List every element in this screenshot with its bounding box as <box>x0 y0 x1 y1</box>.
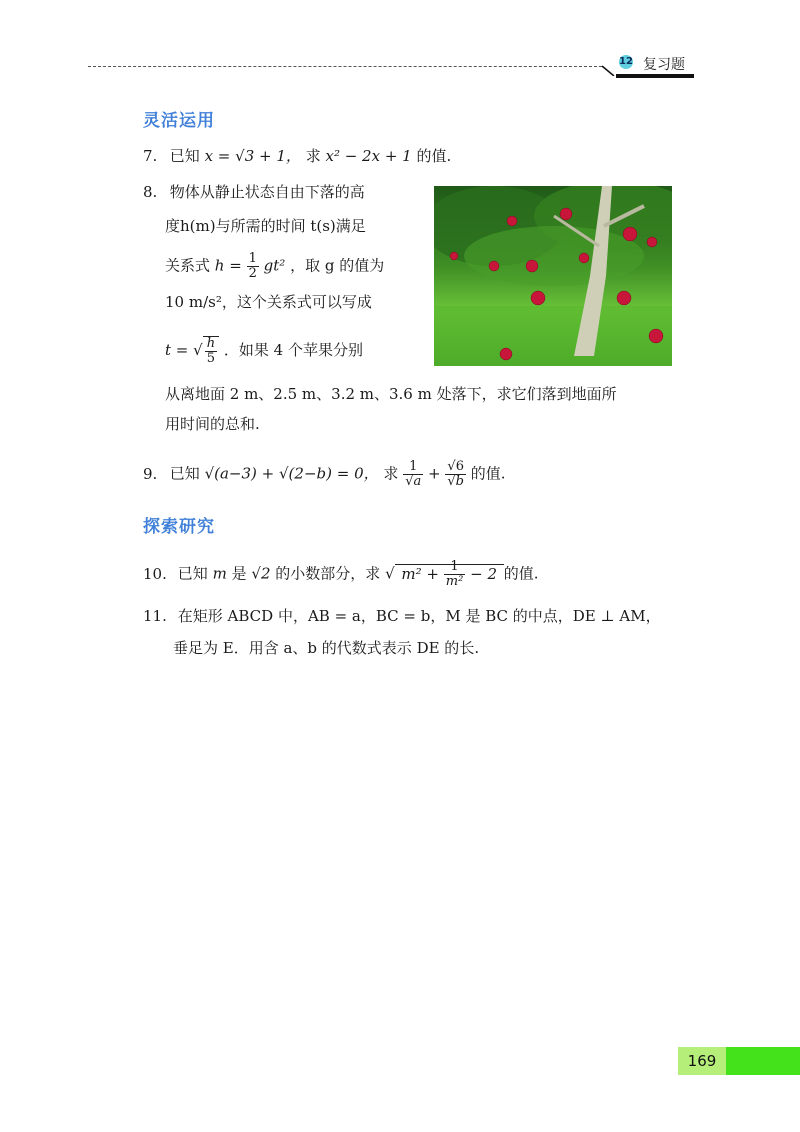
problem-11-line-1 <box>143 606 661 626</box>
problem-number: 10. <box>143 564 167 583</box>
page-number: 169 <box>678 1047 726 1075</box>
sqrt-symbol: √ <box>193 341 203 359</box>
fraction-h-over-5: $\frac{h}{5}$ <box>203 336 219 366</box>
sqrt-symbol: √ <box>385 564 395 583</box>
problem-number: 9. <box>143 464 158 483</box>
problem-7 <box>143 146 451 166</box>
problem-8-line-1 <box>143 182 365 202</box>
fraction-1-over-m2: $\frac{1}{\text{m²}}$ <box>445 559 464 589</box>
problem-8-line-6: 从离地面 2 m、2.5 m、3.2 m、3.6 m 处落下，求它们落到地面所 <box>165 385 617 403</box>
math-expression: x² − 2x + 1 <box>325 147 412 165</box>
problem-text: 的小数部分，求 <box>275 564 381 583</box>
problem-text: 已知 <box>169 147 200 165</box>
problem-text: ，取 g 的值为 <box>290 256 385 275</box>
math-gt2: gt² <box>263 256 286 275</box>
math-t: t = <box>165 341 189 359</box>
problem-text: ．如果 4 个苹果分别 <box>223 341 363 359</box>
problem-number: 11. <box>143 607 167 625</box>
chapter-number-badge: 12 <box>619 56 633 67</box>
problem-text: 已知 <box>169 464 200 483</box>
fraction-sqrt6-over-sqrt-b: $\frac{√6}{√b}$ <box>447 459 464 489</box>
header-bar <box>616 74 694 78</box>
fraction-half: $\frac{1}{2}$ <box>248 251 257 281</box>
problem-text: 的值. <box>470 464 506 483</box>
math-h: h = <box>214 256 242 275</box>
problem-8-line-3 <box>165 252 384 281</box>
problem-number: 8. <box>143 183 158 201</box>
problem-8-line-4: 10 m/s²，这个关系式可以写成 <box>165 293 372 311</box>
apple-tree-image <box>434 186 672 366</box>
apple-tree-photo <box>434 186 672 366</box>
problem-text: 的值. <box>503 564 539 583</box>
header-rule <box>88 66 602 67</box>
math-expression: √(a−3) + √(2−b) = 0， <box>204 464 379 483</box>
problem-text: 关系式 <box>165 256 211 275</box>
problem-text: 是 <box>231 564 247 583</box>
problem-8-line-2: 度h(m)与所需的时间 t(s)满足 <box>165 217 366 235</box>
problem-9 <box>143 460 506 489</box>
problem-number: 7. <box>143 147 158 165</box>
problem-text: 在矩形 ABCD 中，AB = a，BC = b，M 是 BC 的中点，DE ⊥ AM， <box>177 607 661 625</box>
problem-text: 已知 <box>177 564 208 583</box>
problem-text: 物体从静止状态自由下落的高 <box>169 183 365 201</box>
problem-text: 求 <box>383 464 399 483</box>
problem-8-line-7: 用时间的总和. <box>165 415 260 433</box>
problem-text: 的值. <box>416 147 452 165</box>
problem-text: 求 <box>305 147 321 165</box>
math-condition: x = √3 + 1， <box>204 147 301 165</box>
math-m: m <box>212 564 227 583</box>
math-sqrt2: √2 <box>251 564 271 583</box>
section-title-explore: 探索研究 <box>143 517 215 537</box>
page-number-tab <box>726 1047 800 1075</box>
section-title-apply: 灵活运用 <box>143 111 215 131</box>
sqrt-radicand: m² + $\frac{1}{\text{m²}}$ − 2 <box>395 564 504 583</box>
problem-10 <box>143 560 539 589</box>
problem-11-line-2: 垂足为 E．用含 a、b 的代数式表示 DE 的长. <box>173 639 480 657</box>
math-plus: + <box>428 464 441 483</box>
chapter-title: 复习题 <box>643 57 685 73</box>
problem-8-line-5 <box>165 336 363 366</box>
fraction-1-over-sqrt-a: $\frac{1}{√a}$ <box>405 459 422 489</box>
